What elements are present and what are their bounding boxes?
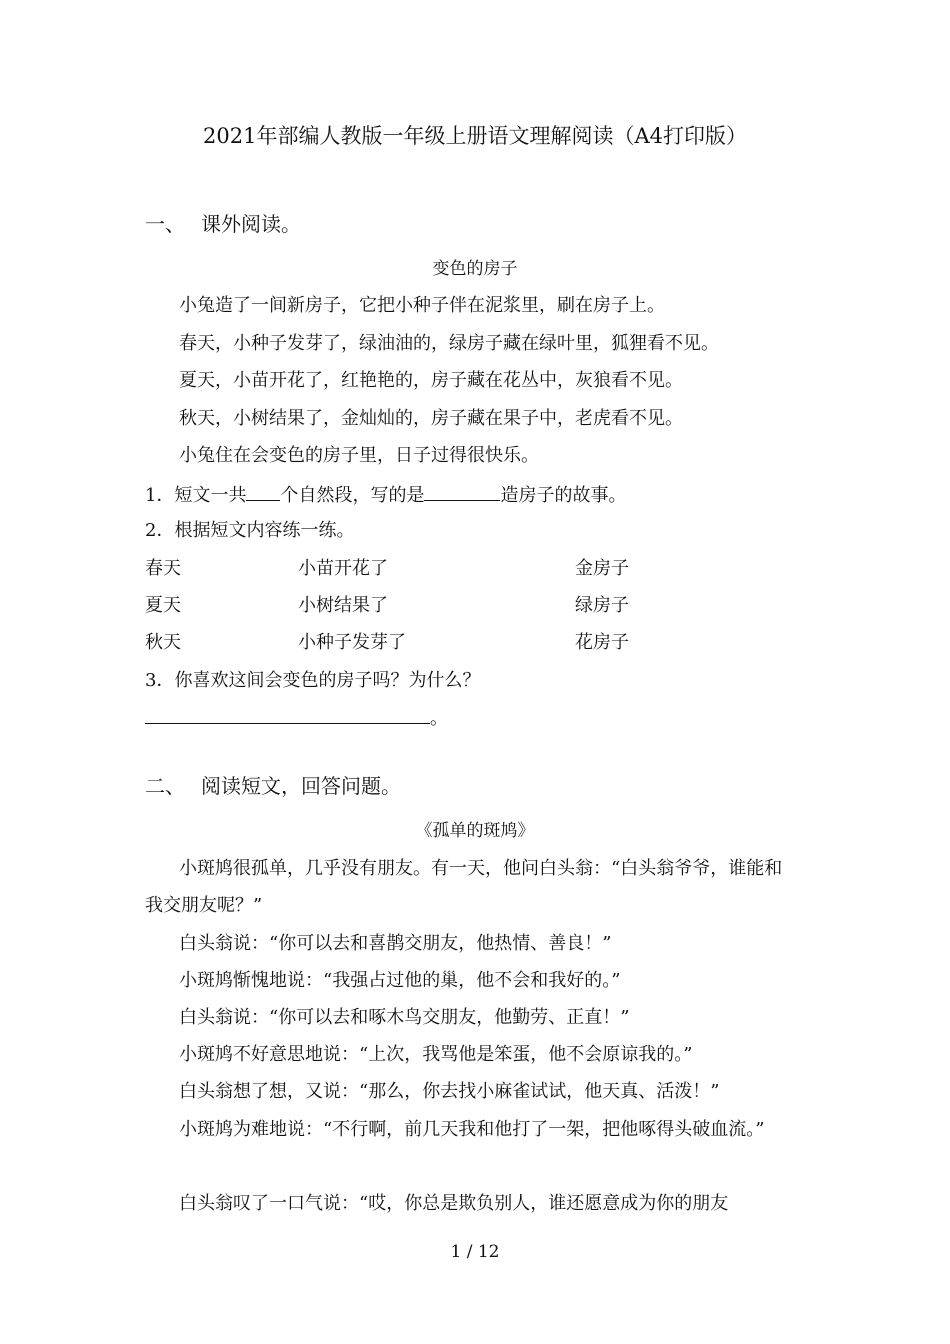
story-2-paragraph: 小斑鸠很孤单，几乎没有朋友。有一天，他问白头翁：“白头翁爷爷，谁能和我交朋友呢？” (145, 858, 783, 916)
matching-house[interactable]: 花房子 (575, 632, 629, 653)
story-2-paragraph: 小斑鸠为难地说：“不行啊，前几天我和他打了一架，把他啄得头破血流。” (179, 1119, 765, 1140)
question-3-answer (145, 706, 448, 731)
story-1-paragraph: 秋天，小树结果了，金灿灿的，房子藏在果子中，老虎看不见。 (179, 408, 683, 429)
answer-blank-reason[interactable] (145, 706, 430, 724)
story-1-paragraph: 小兔住在会变色的房子里，日子过得很快乐。 (179, 445, 539, 466)
answer-blank-paragraph-count[interactable] (246, 482, 280, 501)
story-2-paragraph: 白头翁叹了一口气说：“哎，你总是欺负别人，谁还愿意成为你的朋友 (179, 1193, 729, 1214)
question-1-text-c: 造房子的故事。 (500, 485, 627, 506)
story-2-paragraph: 白头翁说：“你可以去和啄木鸟交朋友，他勤劳、正直！” (179, 1007, 630, 1028)
section-1-heading (145, 210, 301, 238)
matching-event[interactable]: 小苗开花了 (298, 558, 388, 579)
matching-season[interactable]: 夏天 (145, 595, 181, 616)
answer-end-mark: 。 (430, 708, 448, 729)
section-2-number: 二、 (145, 774, 185, 798)
matching-house[interactable]: 绿房子 (575, 595, 629, 616)
section-1-heading-text: 课外阅读。 (201, 212, 301, 236)
question-2: 2．根据短文内容练一练。 (145, 520, 355, 541)
story-2-paragraph: 小斑鸠不好意思地说：“上次，我骂他是笨蛋，他不会原谅我的。” (179, 1044, 693, 1065)
page-number: 1 / 12 (450, 1242, 500, 1262)
question-1-text-b: 个自然段，写的是 (280, 485, 425, 506)
section-1-number: 一、 (145, 212, 185, 236)
matching-house[interactable]: 金房子 (575, 558, 629, 579)
story-1-paragraph: 夏天，小苗开花了，红艳艳的，房子藏在花丛中，灰狼看不见。 (179, 370, 683, 391)
story-1-paragraph: 春天，小种子发芽了，绿油油的，绿房子藏在绿叶里，狐狸看不见。 (179, 333, 719, 354)
story-2-title: 《孤单的斑鸠》 (415, 821, 535, 841)
section-2-heading (145, 772, 401, 800)
matching-event[interactable]: 小种子发芽了 (298, 632, 406, 653)
matching-event[interactable]: 小树结果了 (298, 595, 388, 616)
story-1-paragraph: 小兔造了一间新房子，它把小种子伴在泥浆里，刷在房子上。 (179, 295, 665, 316)
story-2-paragraph: 白头翁说：“你可以去和喜鹊交朋友，他热情、善良！” (179, 933, 612, 954)
story-1-title: 变色的房子 (432, 259, 518, 279)
section-2-heading-text: 阅读短文，回答问题。 (201, 774, 401, 798)
story-2-paragraph: 小斑鸠惭愧地说：“我强占过他的巢，他不会和我好的。” (179, 970, 621, 991)
answer-blank-who[interactable] (424, 482, 500, 501)
matching-season[interactable]: 春天 (145, 558, 181, 579)
matching-season[interactable]: 秋天 (145, 632, 181, 653)
document-title: 2021年部编人教版一年级上册语文理解阅读（A4打印版） (203, 124, 747, 148)
question-3: 3．你喜欢这间会变色的房子吗？为什么？ (145, 670, 481, 691)
question-1-text-a: 1．短文一共 (145, 485, 247, 506)
story-2-paragraph: 白头翁想了想，又说：“那么，你去找小麻雀试试，他天真、活泼！” (179, 1081, 720, 1102)
question-1 (145, 482, 810, 508)
